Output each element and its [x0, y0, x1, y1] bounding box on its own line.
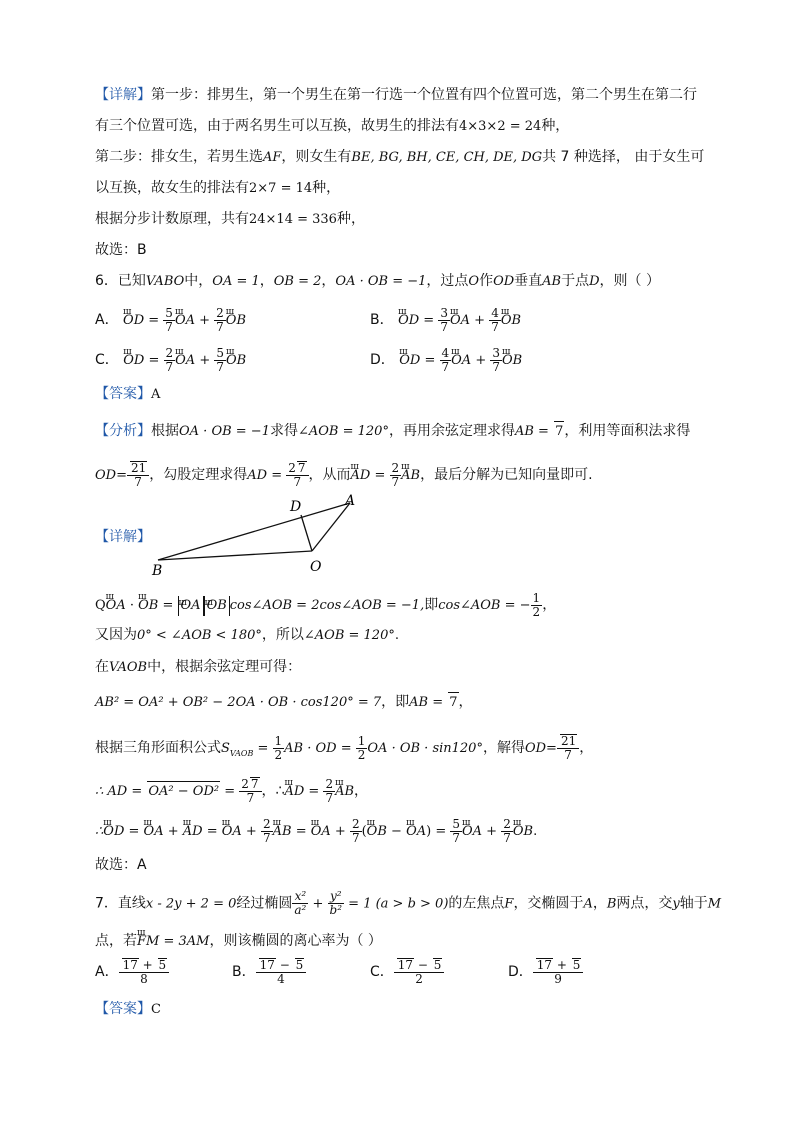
q5-step1-line2: 有三个位置可选，由于两名男生可以互换，故男生的排法有4×3×2 = 24种， — [95, 118, 570, 134]
q5-step2-line2: 以互换，故女生的排法有2×7 = 14种， — [95, 180, 341, 196]
q5-step3: 根据分步计数原理，共有24×14 = 336种， — [95, 211, 365, 227]
triangle-figure — [140, 493, 370, 578]
label-o: O — [310, 559, 322, 575]
q5-choose: 故选：B — [95, 242, 147, 258]
q7-answer: 【答案】C — [95, 1001, 161, 1017]
q6-choose: 故选：A — [95, 857, 147, 873]
q6-detail-line1: Qш OA · ш OB = ш OAш OB cos∠AOB = 2cos∠AOB = −1,即cos∠AOB = − $\frac{1}{2}$ ， — [95, 590, 556, 619]
q6-option-d[interactable]: D． ш OD = $\frac{4}{7}$ ш OA + $\frac{3}{7}$ ш OB — [370, 345, 522, 374]
label-d: D — [290, 499, 302, 515]
q6-analysis-line2: OD= $\frac{21}{7}$ ，勾股定理求得AD = $\frac{2 7}{7}$ ，从而ш AD = $\frac{2}{7}$ ш AB，最后分解为已知向量即可. — [95, 460, 593, 489]
answer-tag: 【答案】 — [95, 386, 151, 402]
q7-stem-line1: 7．直线x - 2y + 2 = 0经过椭圆 $\frac{\text{x²}}{\text{a²}}$ + $\frac{\text{y²}}{\text{b²}}$ = 1 (a > b > 0)的左焦点F，交椭圆于A，B两点，交y轴于M — [95, 889, 722, 917]
segment-ba — [158, 503, 350, 560]
q6-option-a[interactable]: A． ш OD = $\frac{5}{7}$ ш OA + $\frac{2}{7}$ ш OB — [95, 305, 246, 334]
q6-option-b[interactable]: B． ш OD = $\frac{3}{7}$ ш OA + $\frac{4}{7}$ ш OB — [370, 305, 521, 334]
q6-option-c[interactable]: C． ш OD = $\frac{2}{7}$ ш OA + $\frac{5}{7}$ ш OB — [95, 345, 246, 374]
q6-detail-line5: 根据三角形面积公式$S_{VAOB}$ = $\frac{1}{2}$ AB · OD = $\frac{1}{2}$ OA · OB · sin120°，解得OD= $\frac{21}{7}$ ， — [95, 733, 594, 762]
segment-od — [301, 515, 312, 551]
q6-detail-line7: ∴ш OD = ш OA + ш AD = ш OA + $\frac{2}{7}$ ш AB = ш OA + $\frac{2}{7}$ (ш OB − ш OA) = $\frac{5}{7}$ ш OA + $\frac{2}{7}$ ш OB. — [95, 816, 537, 845]
q5-step1-line1: 【详解】第一步：排男生，第一个男生在第一行选一个位置有四个位置可选，第二个男生在第二行 — [95, 87, 697, 103]
q6-detail-line2: 又因为0° < ∠AOB < 180°，所以∠AOB = 120°. — [95, 627, 399, 643]
q6-analysis-line1: 【分析】根据OA · OB = −1求得∠AOB = 120°，再用余弦定理求得AB = 7，利用等面积法求得 — [95, 421, 690, 442]
q7-option-c[interactable]: C． $\frac{17 - 5}{2}$ — [370, 958, 444, 986]
q6-detail-line3: 在VAOB中，根据余弦定理可得： — [95, 659, 302, 675]
detail-tag: 【详解】 — [95, 87, 151, 103]
q6-stem: 6．已知VABO中，OA = 1，OB = 2，OA · OB = −1，过点O作OD垂直AB于点D，则（ ） — [95, 273, 660, 289]
q6-detail-tag-line: 【详解】 — [95, 529, 151, 545]
q7-stem-line2: 点，若ш FM = 3AM，则该椭圆的离心率为（ ） — [95, 926, 382, 952]
q6-detail-line6: ∴ AD = OA² − OD² = $\frac{2 7}{7}$ ，∴ш AD = $\frac{2}{7}$ ш AB， — [95, 776, 368, 805]
q7-option-d[interactable]: D． $\frac{17 + 5}{9}$ — [508, 958, 583, 986]
q7-option-a[interactable]: A． $\frac{17 + 5}{8}$ — [95, 958, 169, 986]
q6-answer: 【答案】A — [95, 386, 161, 402]
analysis-tag: 【分析】 — [95, 423, 151, 439]
q6-detail-line4: AB² = OA² + OB² − 2OA · OB · cos120° = 7，即AB = 7， — [95, 692, 473, 713]
q5-step2-line1: 第二步：排女生，若男生选AF，则女生有BE, BG, BH, CE, CH, DE, DG共 7 种选择， 由于女生可 — [95, 149, 705, 165]
segment-oa — [312, 503, 350, 551]
label-b: B — [152, 563, 163, 578]
segment-bo — [158, 551, 312, 560]
q7-option-b[interactable]: B． $\frac{17 - 5}{4}$ — [232, 958, 306, 986]
label-a: A — [345, 493, 356, 509]
